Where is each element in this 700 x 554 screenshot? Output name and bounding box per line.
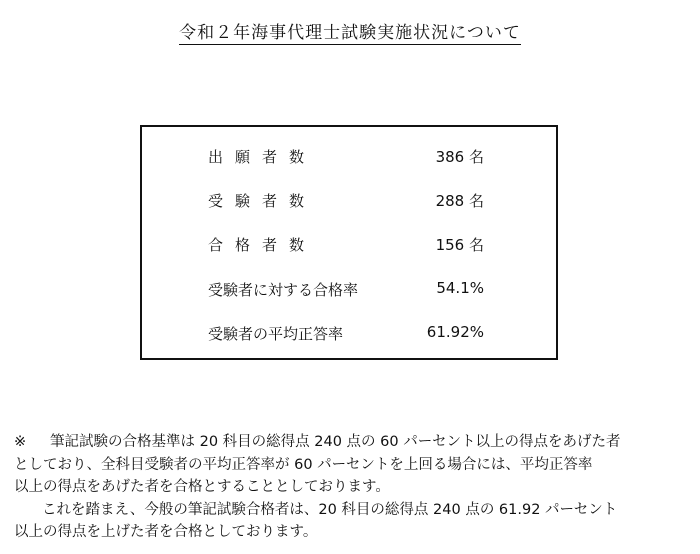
stat-label-examinees: 受験者数 [208,192,317,210]
stat-label-average-score: 受験者の平均正答率 [208,325,344,343]
stat-value-passers: 156 名 [435,236,484,254]
note-line-4 [14,499,694,522]
note-mark: ※ [14,434,27,450]
stat-label-pass-rate: 受験者に対する合格率 [208,281,359,299]
note-line-2: としており、全科目受験者の平均正答率が 60 パーセントを上回る場合には、平均正答率 [14,456,593,473]
note-line-1 [14,431,694,454]
page-title-text: 令和２年海事代理士試験実施状況について [179,23,521,43]
note-text-1: 筆記試験の合格基準は 20 科目の総得点 240 点の 60 パーセント以上の得点をあげた者 [50,434,621,450]
stat-value-applicants: 386 名 [435,148,484,166]
stats-box [140,125,558,360]
note-line-5: 以上の得点を上げた者を合格としております。 [14,524,318,540]
stat-label-applicants: 出願者数 [208,148,317,166]
note-section [14,431,694,544]
page-title [0,18,700,43]
stat-label-passers: 合格者数 [208,236,317,254]
stat-value-average-score: 61.92% [426,323,484,341]
note-text-4: これを踏まえ、今般の筆記試験合格者は、20 科目の総得点 240 点の 61.92 パーセント [42,501,618,518]
stat-value-examinees: 288 名 [435,192,484,210]
note-line-3: 以上の得点をあげた者を合格とすることとしております。 [14,479,390,495]
stat-value-pass-rate: 54.1% [436,279,484,297]
